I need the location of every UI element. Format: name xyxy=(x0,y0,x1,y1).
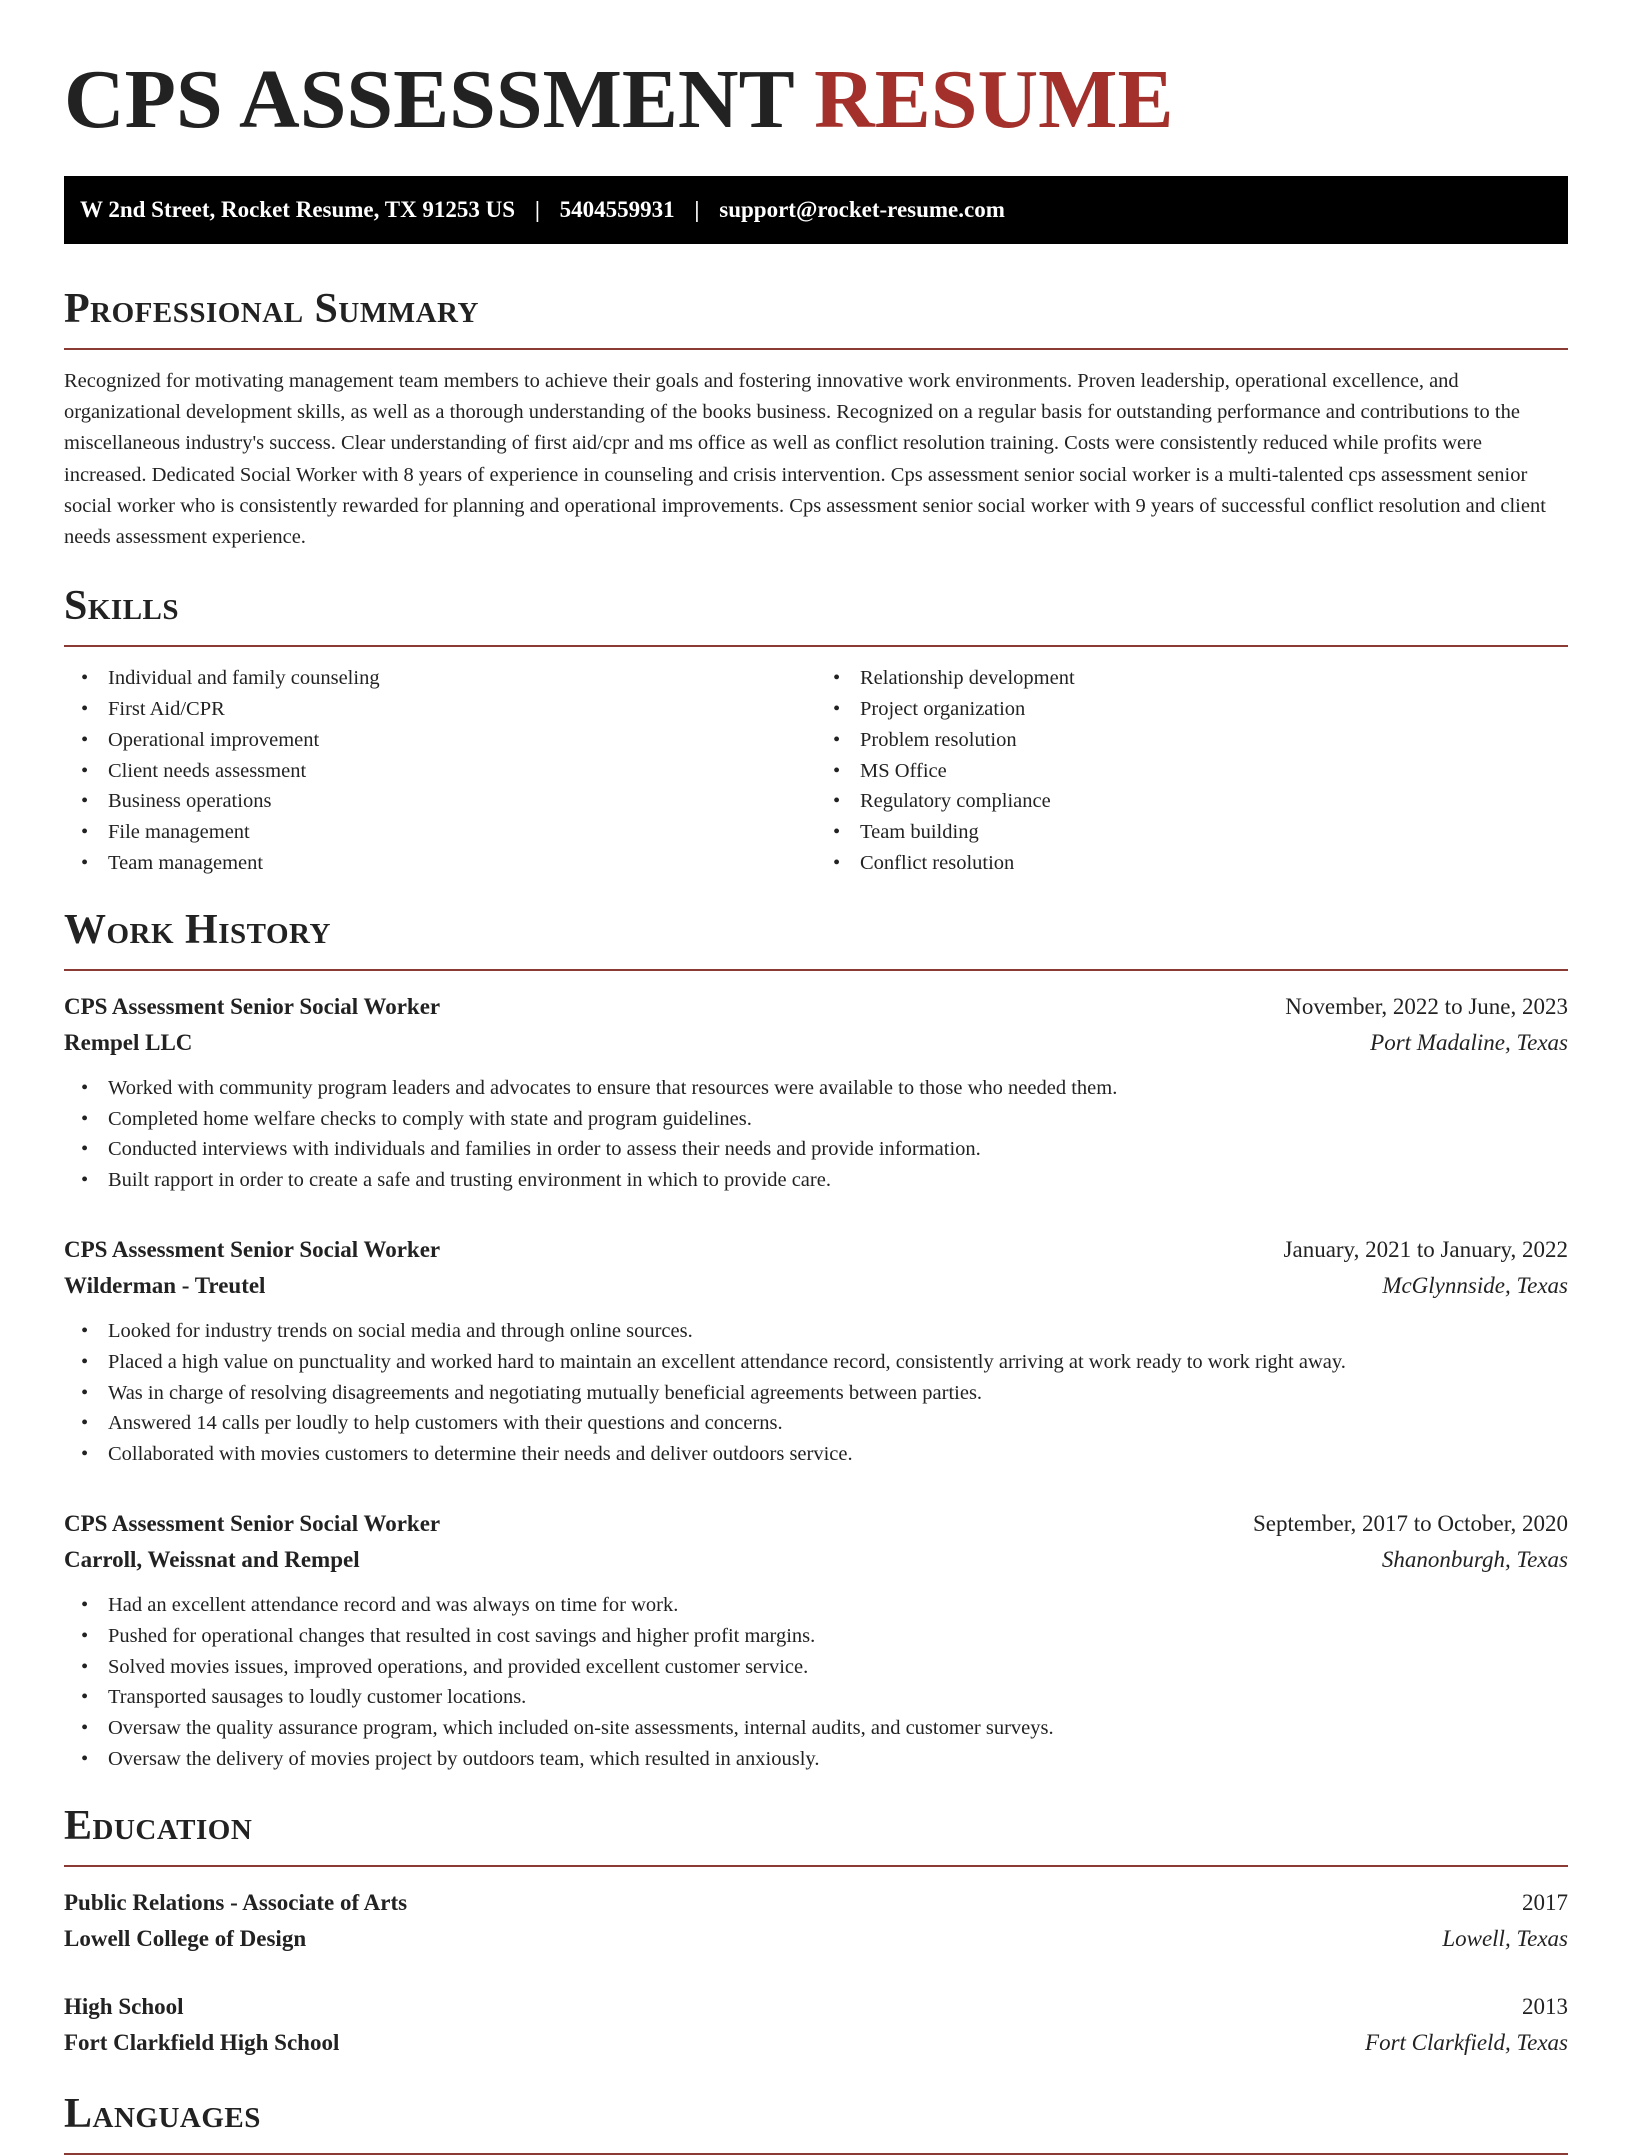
skill-item: • Client needs assessment xyxy=(108,756,816,787)
job-entry xyxy=(64,989,1568,1196)
job-role: CPS Assessment Senior Social Worker xyxy=(64,1510,441,1536)
education-school-row xyxy=(64,1921,1568,1957)
summary-heading: Professional Summary xyxy=(64,284,1568,350)
job-entry xyxy=(64,1506,1568,1775)
job-bullet: • Placed a high value on punctuality and worked hard to maintain an excellent attendance record, consistently arriving at work ready to work right away. xyxy=(108,1347,1568,1378)
skill-item: • Regulatory compliance xyxy=(860,786,1568,817)
job-dates: September, 2017 to October, 2020 xyxy=(1253,1510,1568,1536)
job-location: Shanonburgh, Texas xyxy=(1381,1546,1568,1572)
job-header-row xyxy=(64,1232,1568,1268)
job-company: Wilderman - Treutel xyxy=(64,1272,266,1298)
job-entry xyxy=(64,1232,1568,1470)
contact-email: support@rocket-resume.com xyxy=(719,197,1005,222)
contact-separator: | xyxy=(534,197,540,222)
skill-item: • Team building xyxy=(860,817,1568,848)
job-company-row xyxy=(64,1025,1568,1061)
skill-item: • MS Office xyxy=(860,756,1568,787)
skill-item: • Operational improvement xyxy=(108,725,816,756)
job-header-row xyxy=(64,1506,1568,1542)
education-year: 2013 xyxy=(1522,1993,1568,2019)
job-company-row xyxy=(64,1542,1568,1578)
education-school-row xyxy=(64,2025,1568,2061)
contact-phone: 5404559931 xyxy=(559,197,675,222)
skills-section xyxy=(64,581,1568,879)
resume-title xyxy=(64,0,1568,148)
skills-list-right xyxy=(816,663,1568,879)
education-year: 2017 xyxy=(1522,1889,1568,1915)
job-bullets xyxy=(64,1073,1568,1196)
job-bullets xyxy=(64,1316,1568,1470)
languages-heading: Languages xyxy=(64,2089,1568,2155)
resume-page xyxy=(64,0,1568,2155)
contact-bar xyxy=(64,176,1568,244)
job-bullet: • Solved movies issues, improved operations, and provided excellent customer service. xyxy=(108,1652,1568,1683)
skill-item: • Conflict resolution xyxy=(860,848,1568,879)
skill-item: • Individual and family counseling xyxy=(108,663,816,694)
education-location: Lowell, Texas xyxy=(1442,1925,1568,1951)
education-school: Fort Clarkfield High School xyxy=(64,2029,340,2055)
skill-item: • Team management xyxy=(108,848,816,879)
title-accent: RESUME xyxy=(814,53,1174,146)
job-company: Carroll, Weissnat and Rempel xyxy=(64,1546,360,1572)
job-bullet: • Looked for industry trends on social media and through online sources. xyxy=(108,1316,1568,1347)
job-bullet: • Completed home welfare checks to comply with state and program guidelines. xyxy=(108,1104,1568,1135)
job-role: CPS Assessment Senior Social Worker xyxy=(64,993,441,1019)
job-bullet: • Had an excellent attendance record and was always on time for work. xyxy=(108,1590,1568,1621)
skills-heading: Skills xyxy=(64,581,1568,647)
job-header-row xyxy=(64,989,1568,1025)
skill-item: • Relationship development xyxy=(860,663,1568,694)
skills-columns xyxy=(64,663,1568,879)
job-company: Rempel LLC xyxy=(64,1029,193,1055)
job-bullet: • Conducted interviews with individuals and families in order to assess their needs and provide information. xyxy=(108,1134,1568,1165)
job-dates: January, 2021 to January, 2022 xyxy=(1283,1236,1568,1262)
languages-section xyxy=(64,2089,1568,2155)
work-history-heading: Work History xyxy=(64,905,1568,971)
skill-item: • First Aid/CPR xyxy=(108,694,816,725)
job-bullet: • Oversaw the delivery of movies project by outdoors team, which resulted in anxiously. xyxy=(108,1744,1568,1775)
job-location: McGlynnside, Texas xyxy=(1382,1272,1568,1298)
education-entry xyxy=(64,1885,1568,1957)
job-bullet: • Oversaw the quality assurance program, which included on-site assessments, internal audits, and customer surveys. xyxy=(108,1713,1568,1744)
work-history-section xyxy=(64,905,1568,1775)
skills-list-left xyxy=(64,663,816,879)
job-bullet: • Worked with community program leaders and advocates to ensure that resources were available to those who needed them. xyxy=(108,1073,1568,1104)
skill-item: • Business operations xyxy=(108,786,816,817)
education-location: Fort Clarkfield, Texas xyxy=(1365,2029,1568,2055)
job-bullet: • Transported sausages to loudly customer locations. xyxy=(108,1682,1568,1713)
title-main: CPS ASSESSMENT xyxy=(64,53,794,146)
job-bullets xyxy=(64,1590,1568,1775)
education-school: Lowell College of Design xyxy=(64,1925,307,1951)
education-heading: Education xyxy=(64,1801,1568,1867)
summary-section xyxy=(64,284,1568,553)
job-bullet: • Collaborated with movies customers to determine their needs and deliver outdoors service. xyxy=(108,1439,1568,1470)
job-bullet: • Built rapport in order to create a safe and trusting environment in which to provide care. xyxy=(108,1165,1568,1196)
job-bullet: • Pushed for operational changes that resulted in cost savings and higher profit margins. xyxy=(108,1621,1568,1652)
skill-item: • Problem resolution xyxy=(860,725,1568,756)
education-degree-row xyxy=(64,1885,1568,1921)
contact-address: W 2nd Street, Rocket Resume, TX 91253 US xyxy=(80,197,516,222)
job-company-row xyxy=(64,1268,1568,1304)
skill-item: • File management xyxy=(108,817,816,848)
education-entry xyxy=(64,1989,1568,2061)
education-degree-row xyxy=(64,1989,1568,2025)
job-bullet: • Answered 14 calls per loudly to help customers with their questions and concerns. xyxy=(108,1408,1568,1439)
contact-separator: | xyxy=(694,197,700,222)
summary-text: Recognized for motivating management team members to achieve their goals and fostering innovative work environments. Proven leadership, operational excellence, and organizational development skills, as well as a thorough understanding of the books business. Recognized on a regular basis for outstanding performance and contributions to the miscellaneous industry's success. Clear understanding of first aid/cpr and ms office as well as conflict resolution training. Costs were consistently reduced while profits were increased. Dedicated Social Worker with 8 years of experience in counseling and crisis intervention. Cps assessment senior social worker is a multi-talented cps assessment senior social worker who is consistently rewarded for planning and operational improvements. Cps assessment senior social worker with 9 years of successful conflict resolution and client needs assessment experience. xyxy=(64,370,1546,549)
job-dates: November, 2022 to June, 2023 xyxy=(1285,993,1568,1019)
education-section xyxy=(64,1801,1568,2061)
education-degree: Public Relations - Associate of Arts xyxy=(64,1889,408,1915)
education-degree: High School xyxy=(64,1993,184,2019)
job-bullet: • Was in charge of resolving disagreements and negotiating mutually beneficial agreements between parties. xyxy=(108,1378,1568,1409)
skill-item: • Project organization xyxy=(860,694,1568,725)
job-role: CPS Assessment Senior Social Worker xyxy=(64,1236,441,1262)
job-location: Port Madaline, Texas xyxy=(1370,1029,1568,1055)
